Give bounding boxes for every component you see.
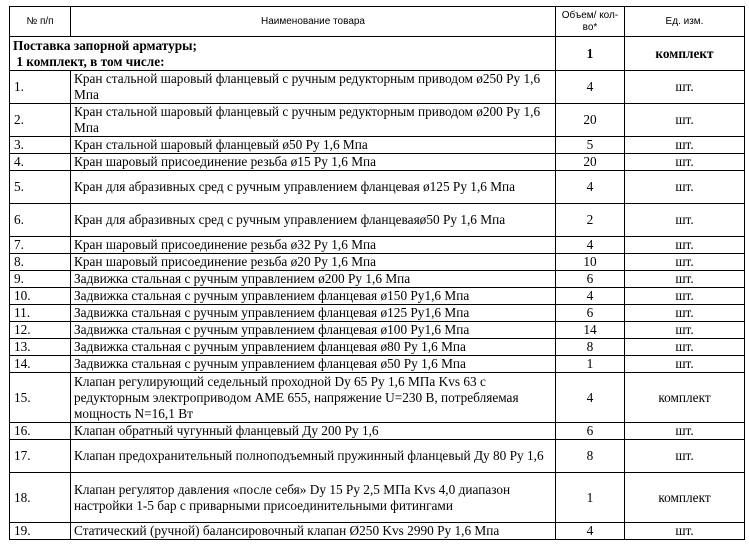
row-number: 4. [10, 154, 71, 171]
row-name: Кран шаровый присоединение резьба ø20 Ру 1,6 Мпа [71, 254, 556, 271]
section-qty: 1 [556, 37, 625, 71]
row-number: 7. [10, 237, 71, 254]
row-unit: шт. [625, 137, 745, 154]
row-qty: 20 [556, 154, 625, 171]
row-qty: 1 [556, 473, 625, 523]
row-unit: шт. [625, 440, 745, 473]
row-unit: шт. [625, 254, 745, 271]
row-unit: шт. [625, 305, 745, 322]
table-row [10, 171, 745, 204]
row-number: 17. [10, 440, 71, 473]
table-row [10, 322, 745, 339]
row-unit: шт. [625, 204, 745, 237]
row-qty: 1 [556, 356, 625, 373]
row-unit: шт. [625, 154, 745, 171]
row-qty: 6 [556, 271, 625, 288]
row-name: Кран для абразивных сред с ручным управлением фланцевая ø125 Ру 1,6 Мпа [71, 171, 556, 204]
row-name: Задвижка стальная с ручным управлением фланцевая ø80 Ру 1,6 Мпа [71, 339, 556, 356]
table-row [10, 356, 745, 373]
row-qty: 6 [556, 305, 625, 322]
row-qty: 20 [556, 104, 625, 137]
row-number: 12. [10, 322, 71, 339]
section-unit: комплект [625, 37, 745, 71]
row-name: Клапан обратный чугунный фланцевый Ду 200 Ру 1,6 [71, 423, 556, 440]
row-unit: шт. [625, 339, 745, 356]
header-unit: Ед. изм. [625, 7, 745, 37]
row-number: 10. [10, 288, 71, 305]
section-title [10, 37, 556, 71]
row-unit: комплект [625, 473, 745, 523]
row-unit: шт. [625, 171, 745, 204]
row-qty: 4 [556, 373, 625, 423]
row-number: 19. [10, 523, 71, 540]
row-qty: 4 [556, 288, 625, 305]
table-row [10, 104, 745, 137]
header-num: № п/п [10, 7, 71, 37]
table-row [10, 154, 745, 171]
row-name: Кран стальной шаровый фланцевый с ручным редукторным приводом ø200 Ру 1,6 Мпа [71, 104, 556, 137]
row-qty: 4 [556, 71, 625, 104]
row-qty: 6 [556, 423, 625, 440]
table-row [10, 440, 745, 473]
row-qty: 2 [556, 204, 625, 237]
row-name: Кран стальной шаровый фланцевый с ручным редукторным приводом ø250 Ру 1,6 Мпа [71, 71, 556, 104]
row-qty: 8 [556, 440, 625, 473]
table-row [10, 288, 745, 305]
table-row [10, 204, 745, 237]
table-row [10, 339, 745, 356]
table-row [10, 137, 745, 154]
row-unit: шт. [625, 523, 745, 540]
table-row [10, 271, 745, 288]
row-number: 14. [10, 356, 71, 373]
row-name: Клапан предохранительный полноподъемный пружинный фланцевый Ду 80 Ру 1,6 [71, 440, 556, 473]
row-name: Кран шаровый присоединение резьба ø15 Ру 1,6 Мпа [71, 154, 556, 171]
row-qty: 4 [556, 237, 625, 254]
header-qty: Объем/ кол-во* [556, 7, 625, 37]
row-name: Задвижка стальная с ручным управлением фланцевая ø125 Ру1,6 Мпа [71, 305, 556, 322]
row-unit: шт. [625, 322, 745, 339]
row-qty: 5 [556, 137, 625, 154]
goods-table [9, 6, 745, 540]
row-unit: шт. [625, 288, 745, 305]
row-unit: шт. [625, 356, 745, 373]
table-row [10, 473, 745, 523]
row-number: 6. [10, 204, 71, 237]
row-name: Задвижка стальная с ручным управлением ø200 Ру 1,6 Мпа [71, 271, 556, 288]
row-number: 9. [10, 271, 71, 288]
row-unit: шт. [625, 237, 745, 254]
row-number: 5. [10, 171, 71, 204]
section-title-line1: Поставка запорной арматуры; [13, 37, 197, 53]
row-number: 1. [10, 71, 71, 104]
row-qty: 4 [556, 171, 625, 204]
section-title-line2: 1 комплект, в том числе: [13, 53, 165, 69]
table-row [10, 237, 745, 254]
row-name: Клапан регулирующий седельный проходной Dy 65 Ру 1,6 МПа Kvs 63 с редукторным электроприводом АМЕ 655, напряжение U=230 В, потребляемая мощность N=16,1 Вт [71, 373, 556, 423]
row-name: Задвижка стальная с ручным управлением фланцевая ø100 Ру1,6 Мпа [71, 322, 556, 339]
row-number: 2. [10, 104, 71, 137]
table-row [10, 373, 745, 423]
row-name: Кран шаровый присоединение резьба ø32 Ру 1,6 Мпа [71, 237, 556, 254]
row-unit: шт. [625, 423, 745, 440]
row-name: Задвижка стальная с ручным управлением фланцевая ø50 Ру 1,6 Мпа [71, 356, 556, 373]
row-name: Задвижка стальная с ручным управлением фланцевая ø150 Ру1,6 Мпа [71, 288, 556, 305]
table-row [10, 423, 745, 440]
section-row [10, 37, 745, 71]
row-name: Кран для абразивных сред с ручным управлением фланцеваяø50 Ру 1,6 Мпа [71, 204, 556, 237]
table-row [10, 523, 745, 540]
row-name: Статический (ручной) балансировочный клапан Ø250 Kvs 2990 Ру 1,6 Мпа [71, 523, 556, 540]
row-name: Клапан регулятор давления «после себя» Dy 15 Ру 2,5 МПа Kvs 4,0 диапазон настройки 1-5 бар с приварными присоединительными фитингами [71, 473, 556, 523]
row-number: 11. [10, 305, 71, 322]
row-unit: комплект [625, 373, 745, 423]
row-number: 3. [10, 137, 71, 154]
table-row [10, 71, 745, 104]
row-name: Кран стальной шаровый фланцевый ø50 Ру 1,6 Мпа [71, 137, 556, 154]
row-qty: 14 [556, 322, 625, 339]
row-qty: 10 [556, 254, 625, 271]
row-qty: 4 [556, 523, 625, 540]
row-number: 8. [10, 254, 71, 271]
table-row [10, 305, 745, 322]
row-unit: шт. [625, 271, 745, 288]
row-number: 16. [10, 423, 71, 440]
row-number: 18. [10, 473, 71, 523]
row-qty: 8 [556, 339, 625, 356]
row-unit: шт. [625, 104, 745, 137]
row-number: 15. [10, 373, 71, 423]
row-number: 13. [10, 339, 71, 356]
table-row [10, 254, 745, 271]
header-row [10, 7, 745, 37]
header-name: Наименование товара [71, 7, 556, 37]
row-unit: шт. [625, 71, 745, 104]
